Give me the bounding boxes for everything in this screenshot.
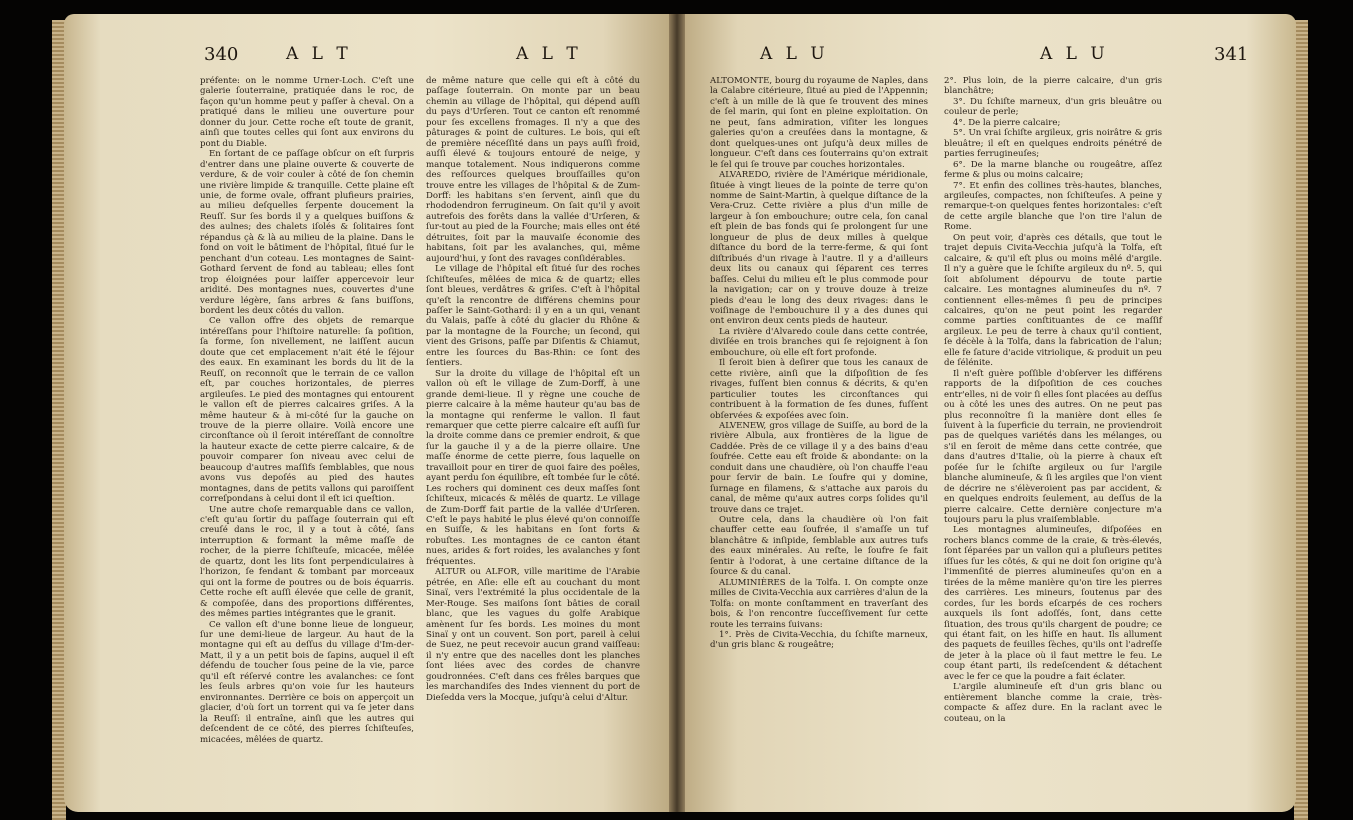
right-page-number: 341 [1214, 44, 1249, 65]
paragraph: 1°. Près de Civita-Vecchia, du ſchiſte marneux, d'un gris blanc & rougeâtre; [710, 630, 928, 651]
left-page-column-2 [426, 76, 640, 703]
paragraph: On peut voir, d'après ces détails, que tout le trajet depuis Civita-Vecchia juſqu'à la Tolfa, eſt calcaire, & qu'il eſt plus ou moins mêlé d'argile. Il n'y a guère que le ſchiſte argileux du nº. 5, qui ſoit abſolument dépourvu de toute partie calcaire. Les montagnes alumineuſes du nº. 7 contiennent elles-mêmes ſi peu de principes calcaires, qu'on ne peut point les regarder comme parties conſtituantes de ce maſſif argileux. Le peu de terre à chaux qu'il contient, ſe décèle à la Tolfa, dans la fabrication de l'alun; elle fe ſature d'acide vitriolique, & produit un peu de ſélénite. [944, 232, 1162, 369]
paragraph: L'argile alumineuſe eſt d'un gris blanc ou entièrement blanche comme la craie, très-compacte & aſſez dure. En la raclant avec le couteau, on la [944, 682, 1162, 724]
book-spread [64, 14, 1296, 812]
paragraph: 3°. Du ſchiſte marneux, d'un gris bleuâtre ou couleur de perle; [944, 96, 1162, 118]
paragraph: 7°. Et enfin des collines très-hautes, blanches, argileuſes, compactes, non ſchiſteuſes. A peine y remarque-t-on quelques fentes horizontales: c'eſt de cette argile blanche que l'on tire l'alun de Rome. [944, 180, 1162, 233]
paragraph: Une autre choſe remarquable dans ce vallon, c'eſt qu'au ſortir du paſſage ſouterrain qui eſt creuſé dans le roc, il y a tout à côté, ſans interruption & formant la même maſſe de rocher, de la pierre ſchiſteuſe, micacée, mêlée de quartz, dont les lits ſont perpendiculaires à l'horizon, ſe fendant & tombant par morceaux qui ont la forme de poutres ou de bois équarris. Cette roche eſt auſſi élevée que celle de granit, & compoſée, dans des proportions différentes, des mêmes parties intégrantes que le granit. [200, 504, 414, 620]
paragraph: Il n'eſt guère poſſible d'obſerver les différens rapports de la diſpoſition de ces couches entr'elles, ni de voir ſi elles ſont placées au deſſus ou à côté les unes des autres. On ne peut pas plus reconnoître ſi la manière dont elles ſe ſuivent à la ſuperficie du terrain, ne proviendroit pas de quelques variétés dans les mélanges, ou s'il en ſeroit de même dans cette contrée, que dans d'autres d'Italie, où la pierre à chaux eſt poſée ſur le ſchiſte argileux ou ſur l'argile blanche alumineuſe, & ſi les argiles que l'on vient de décrire ne s'élèveroient pas par accident, & en quelques endroits ſeulement, au deſſus de la pierre calcaire. Cette dernière conjecture m'a toujours paru la plus vraiſemblable. [944, 368, 1162, 526]
right-page-header-right: A L U [1040, 44, 1109, 64]
page-edges-right [1294, 20, 1308, 820]
paragraph: de même nature que celle qui eſt à côté du paſſage ſouterrain. On monte par un beau chemin au village de l'hôpital, qui dépend auſſi du pays d'Urſeren. Tout ce canton eſt renommé pour ſes excellens fromages. Il n'y a que des pâturages & point de cultures. Le bois, qui eſt de première néceſſité dans un pays auſſi froid, auſſi élevé & toujours entouré de neige, y manque totalement. Nous indiquerons comme des reſſources quelques brouſſailles qu'on trouve entre les villages de l'hôpital & de Zum-Dorff: les habitans s'en ſervent, ainſi que du rhododendron ferrugineum. On ſait qu'il y avoit autrefois des forêts dans la vallée d'Urſeren, & ſur-tout au pied de la Fourche; mais elles ont été détruites, ſoit par la mauvaiſe économie des habitans, ſoit par les avalanches, qui, même aujourd'hui, y ſont des ravages conſidérables. [426, 76, 640, 264]
right-page-header-left: A L U [760, 44, 829, 64]
paragraph: ALTOMONTE, bourg du royaume de Naples, dans la Calabre citérieure, ſitué au pied de l'Appennin; c'eſt à un mille de là que ſe trouvent des mines de ſel marin, qui ſont en pleine exploitation. On ne peut, ſans admiration, viſiter les longues galeries qu'on a creuſées dans la montagne, & dont quelques-unes ont juſqu'à deux milles de longueur. C'eſt dans ces ſouterrains qu'on extrait le ſel qui ſe trouve par couches horizontales. [710, 76, 928, 170]
paragraph: La rivière d'Alvaredo coule dans cette contrée, diviſée en trois branches qui ſe rejoignent à ſon embouchure, où elle eſt fort profonde. [710, 326, 928, 358]
paragraph: ALUMINIÈRES de la Tolfa. I. On compte onze milles de Civita-Vecchia aux carrières d'alun de la Tolfa: on monte conſtamment en traverſant des bois, & l'on rencontre ſucceſſivement ſur cette route les terrains ſuivans: [710, 577, 928, 630]
book-gutter [669, 14, 685, 812]
paragraph: Il ſeroit bien à deſirer que tous les canaux de cette rivière, ainſi que la diſpoſition de ſes rivages, fuſſent bien connus & décrits, & qu'en particulier toutes les circonſtances qui contribuent à la formation de ſes dunes, fuſſent obſervées & expoſées avec ſoin. [710, 358, 928, 421]
left-page-number: 340 [204, 44, 239, 65]
left-page-column-1 [200, 76, 414, 745]
right-page [676, 14, 1296, 812]
left-page-header-left: A L T [286, 44, 352, 64]
paragraph: Les montagnes alumineuſes, diſpoſées en rochers blancs comme de la craie, & très-élevés, ſont ſéparées par un vallon qui a pluſieurs petites iſſues ſur les côtés, & qui ne doit ſon origine qu'à l'immenſité de pierres alumineuſes qu'on en a tirées de la même manière qu'on tire les pierres des carrières. Les mineurs, ſoutenus par des cordes, ſur les bords eſcarpés de ces rochers auxquels ils ſont adoſſés, ſont, dans cette ſituation, des trous qu'ils chargent de poudre; ce qui étant fait, on les hiſſe en haut. Ils allument des paquets de feuilles ſèches, qu'ils ont l'adreſſe de jeter à la place où il faut mettre le feu. Le coup étant parti, ils redeſcendent & détachent avec le fer ce que la poudre a fait éclater. [944, 525, 1162, 682]
right-page-column-1 [710, 76, 928, 651]
paragraph: ALVAREDO, rivière de l'Amérique méridionale, ſituée à vingt lieues de la pointe de terre qu'on nomme de Saint-Martin, à quelque diſtance de la Vera-Cruz. Cette rivière a plus d'un mille de largeur à ſon embouchure; outre cela, ſon canal eſt plein de bas fonds qui ſe prolongent ſur une longueur de plus de deux milles à quelque diſtance du bord de la terre-ferme, & qui ſont diſtribués d'un rivage à l'autre. Il y a d'ailleurs deux lits ou canaux qui ſéparent ces terres baſſes. Celui du milieu eſt le plus commode pour la navigation; car on y trouve douze à treize pieds d'eau le long des deux rivages: dans le voiſinage de l'embouchure il y a des dunes qui ont environ deux cents pieds de hauteur. [710, 170, 928, 327]
paragraph: préfente: on le nomme Urner-Loch. C'eſt une galerie ſouterraine, pratiquée dans le roc, de façon qu'un homme peut y paſſer à cheval. On a pratiqué dans le milieu une ouverture pour donner du jour. Cette roche eſt toute de granit, ainſi que toutes celles qui ſont aux environs du pont du Diable. [200, 76, 414, 149]
paragraph: 6°. De la marne blanche ou rougeâtre, aſſez ferme & plus ou moins calcaire; [944, 159, 1162, 181]
paragraph: Le village de l'hôpital eſt ſitué ſur des roches ſchiſteuſes, mêlées de mica & de quartz; elles ſont bleues, verdâtres & griſes. C'eſt à l'hôpital qu'eſt la rencontre de différens chemins pour paſſer le Saint-Gothard: il y en a un qui, venant du Valais, paſſe à côté du glacier du Rhône & par la montagne de la Fourche; un ſecond, qui vient des Grisons, paſſe par Diſentis & Chiamut, entre les ſources du Bas-Rhin: ce ſont des ſentiers. [426, 264, 640, 369]
paragraph: En ſortant de ce paſſage obſcur on eſt ſurpris d'entrer dans une plaine ouverte & couverte de verdure, & de voir couler à côté de ſon chemin une rivière limpide & tranquille. Cette plaine eſt unie, de forme ovale, offrant plufieurs prairies, au milieu deſquelles ſerpente doucement la Reuſſ. Sur ſes bords il y a quelques buiſſons & des aulnes; des chalets iſolés & ſolitaires ſont répandus çà & là au milieu de la plaine. Dans le fond on voit le bâtiment de l'hôpital, ſitué ſur le penchant d'un coteau. Les montagnes de Saint-Gothard ſervent de fond au tableau; elles ſont trop éloignées pour laiſſer appercevoir leur aridité. Des montagnes nues, couvertes d'une verdure légère, ſans arbres & ſans buiſſons, bordent les deux côtés du vallon. [200, 149, 414, 316]
left-page [64, 14, 676, 812]
paragraph: Ce vallon eſt d'une bonne lieue de longueur, ſur une demi-lieue de largeur. Au haut de la montagne qui eſt au deſſus du village d'Im-der-Matt, il y a un petit bois de ſapins, auquel il eſt défendu de toucher ſous peine de la vie, parce qu'il eſt réſervé contre les avalanches: ce ſont les ſeuls arbres qu'on voie ſur les hauteurs environnantes. Derrière ce bois on apperçoit un glacier, d'où ſort un torrent qui va ſe jeter dans la Reuſſ: il entraîne, ainſi que les autres qui deſcendent de ce côté, des pierres ſchiſteuſes, micacées, mêlées de quartz. [200, 619, 414, 745]
paragraph: Ce vallon offre des objets de remarque intéreſſans pour l'hiſtoire naturelle: ſa poſition, ſa forme, ſon nivellement, ne laiſſent aucun doute que cet emplacement n'ait été le ſéjour des eaux. En examinant les bords du lit de la Reuſſ, on reconnoît que le terrain de ce vallon eſt, par couches horizontales, de pierres argileuſes. Le pied des montagnes qui entourent le vallon eſt de pierres calcaires griſes. A la même hauteur & à mi-côté ſur la gauche on trouve de la pierre ollaire. Voilà encore une circonſtance où il ſeroit intéreſſant de connoître la hauteur exacte de cette pierre calcaire, & de pouvoir comparer ſon niveau avec celui de beaucoup d'autres maſſifs ſemblables, que nous avons vus depoſés au pied des hautes montagnes, dans de petits vallons qui paroiſſent correſpondans à celui dont il eſt ici queſtion. [200, 316, 414, 505]
left-page-header-right: A L T [516, 44, 582, 64]
right-page-column-2 [944, 76, 1162, 724]
paragraph: ALVENEW, gros village de Suiſſe, au bord de la rivière Albula, aux frontières de la ligue de Caddée. Près de ce village il y a des bains d'eau ſoufrée. Cette eau eſt froide & abondante: on la conduit dans une chaudière, où l'on chauffe l'eau pour ſervir de bain. Le ſoufre qui y domine, ſurnage en filamens, & s'attache aux parois du canal, de même qu'aux autres corps ſolides qu'il trouve dans ce trajet. [710, 420, 928, 515]
paragraph: Outre cela, dans la chaudière où l'on fait chauffer cette eau ſoufrée, il s'amaſſe un tuf blanchâtre & inſipide, ſemblable aux autres tufs des eaux minérales. Au reſte, le ſoufre ſe fait ſentir à l'odorat, à une certaine diſtance de la ſource & du canal. [710, 515, 928, 578]
paragraph: Sur la droite du village de l'hôpital eſt un vallon où eſt le village de Zum-Dorff, à une grande demi-lieue. Il y règne une couche de pierre calcaire à la même hauteur qu'au bas de la montagne qui renferme le vallon. Il faut remarquer que cette pierre calcaire eſt auſſi ſur la droite comme dans ce premier endroit, & que ſur la gauche il y a de la pierre ollaire. Une maſſe énorme de cette pierre, ſous laquelle on travailloit pour en tirer de quoi faire des poêles, ayant perdu ſon équilibre, eſt tombée ſur le côté. Les rochers qui dominent ces deux maſſes ſont ſchiſteux, micacés & mêlés de quartz. Le village de Zum-Dorff fait partie de la vallée d'Urſeren. C'eſt le pays habité le plus élevé qu'on connoiſſe en Suiſſe, & les habitans en ſont forts & robuſtes. Les montagnes de ce canton étant nues, arides & fort roides, les avalanches y ſont fréquentes. [426, 368, 640, 567]
paragraph: 4°. De la pierre calcaire; [953, 117, 1061, 128]
paragraph: 2°. Plus loin, de la pierre calcaire, d'un gris blanchâtre; [944, 76, 1162, 97]
paragraph: ALTUR ou ALFOR, ville maritime de l'Arabie pétrée, en Aſie: elle eſt au couchant du mont Sinaï, vers l'extrémité la plus occidentale de la Mer-Rouge. Ses maiſons ſont bâties de corail blanc, que les vagues du golfe Arabique amènent ſur ſes bords. Les moines du mont Sinaï y ont un couvent. Son port, pareil à celui de Suez, ne peut recevoir aucun grand vaiſſeau: il n'y entre que des nacelles dont les planches ſont liées avec des cordes de chanvre goudronnées. C'eſt dans ces frêles barques que les marchandiſes des Indes viennent du port de Dieſedda vers la Mocque, juſqu'à celui d'Altur. [426, 567, 640, 703]
paragraph: 5°. Un vrai ſchiſte argileux, gris noirâtre & gris bleuâtre; il eſt en quelques endroits pénétré de parties ferrugineuſes; [944, 128, 1162, 160]
